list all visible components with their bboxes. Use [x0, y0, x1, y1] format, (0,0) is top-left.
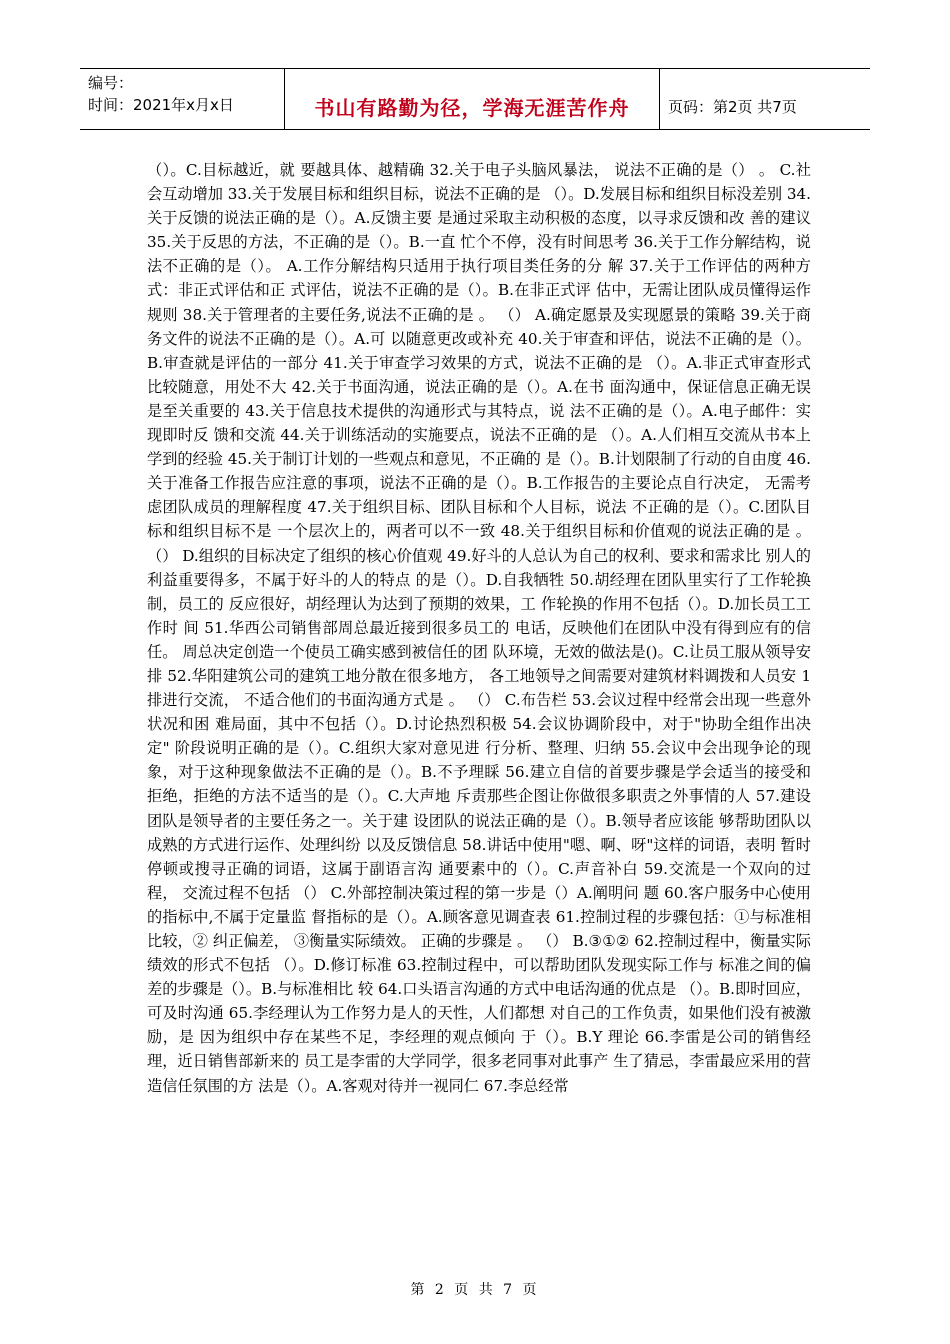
header-motto: 书山有路勤为径，学海无涯苦作舟: [285, 69, 660, 129]
page-footer: 第 2 页 共 7 页: [410, 1282, 540, 1298]
header-page-info: 页码：第2页 共7页: [668, 97, 797, 116]
header-meta: [80, 69, 285, 129]
document-number-label: 编号：: [88, 74, 134, 92]
body-paragraph: （）。C.目标越近，就 要越具体、越精确 32.关于电子头脑风暴法， 说法不正确的是（） 。 C.社会互动增加 33.关于发展目标和组织目标，说法不正确的是 （）。D.发展目标和组织目标没差别 34.关于反馈的说法正确的是（）。A.反馈主要 是通过采取主动积极的态度，以寻求反馈和改 善的建议 35.关于反思的方法，不正确的是（）。B.一直 忙个不停，没有时间思考 36.关于工作分解结构，说法不正确的是（）。 A.工作分解结构只适用于执行项目类任务的分 解 37.关于工作评估的两种方式：非正式评估和正 式评估，说法不正确的是（）。B.在非正式评 估中，无需让团队成员懂得运作规则 38.关于管理者的主要任务,说法不正确的是 。 （） A.确定愿景及实现愿景的策略 39.关于商务文件的说法不正确的是（）。A.可 以随意更改或补充 40.关于审查和评估，说法不正确的是（）。B.审查就是评估的一部分 41.关于审查学习效果的方式，说法不正确的是 （）。A.非正式审查形式比较随意，用处不大 42.关于书面沟通，说法正确的是（）。A.在书 面沟通中，保证信息正确无误是至关重要的 43.关于信息技术提供的沟通形式与其特点，说 法不正确的是（）。A.电子邮件：实现即时反 馈和交流 44.关于训练活动的实施要点，说法不正确的是 （）。A.人们相互交流从书本上学到的经验 45.关于制订计划的一些观点和意见，不正确的 是（）。B.计划限制了行动的自由度 46.关于准备工作报告应注意的事项，说法不正确的是（）。B.工作报告的主要论点自行决定， 无需考虑团队成员的理解程度 47.关于组织目标、团队目标和个人目标，说法 不正确的是（）。C.团队目标和组织目标不是 一个层次上的，两者可以不一致 48.关于组织目标和价值观的说法正确的是 。 （） D.组织的目标决定了组织的核心价值观 49.好斗的人总认为自己的权利、要求和需求比 别人的利益重要得多，不属于好斗的人的特点 的是（）。D.自我牺牲 50.胡经理在团队里实行了工作轮换制，员工的 反应很好，胡经理认为达到了预期的效果，工 作轮换的作用不包括（）。D.加长员工工作时 间 51.华西公司销售部周总最近接到很多员工的 电话，反映他们在团队中没有得到应有的信任。 周总决定创造一个使员工确实感到被信任的团 队环境，无效的做法是()。C.让员工服从领导安 排 52.华阳建筑公司的建筑工地分散在很多地方， 各工地领导之间需要对建筑材料调拨和人员安 1排进行交流， 不适合他们的书面沟通方式是 。 （） C.布告栏 53.会议过程中经常会出现一些意外状况和困 难局面，其中不包括（）。D.讨论热烈积极 54.会议协调阶段中，对于"协助全组作出决定" 阶段说明正确的是（）。C.组织大家对意见进 行分析、整理、归纳 55.会议中会出现争论的现象，对于这种现象做法不正确的是（）。B.不予理睬 56.建立自信的首要步骤是学会适当的接受和 拒绝，拒绝的方法不适当的是（）。C.大声地 斥责那些企图让你做很多职责之外事情的人 57.建设团队是领导者的主要任务之一。关于建 设团队的说法正确的是（）。B.领导者应该能 够帮助团队以成熟的方式进行运作、处理纠纷 以及反馈信息 58.讲话中使用"嗯、啊、呀"这样的词语，表明 暂时停顿或搜寻正确的词语，这属于副语言沟 通要素中的（）。C.声音补白 59.交流是一个双向的过程， 交流过程不包括 （） C.外部控制决策过程的第一步是（）A.阐明问 题 60.客户服务中心使用的指标中,不属于定量监 督指标的是（）。A.顾客意见调查表 61.控制过程的步骤包括：①与标准相比较，② 纠正偏差， ③衡量实际绩效。 正确的步骤是 。 （） B.③①② 62.控制过程中，衡量实际绩效的形式不包括 （）。D.修订标准 63.控制过程中，可以帮助团队发现实际工作与 标准之间的偏差的步骤是（）。B.与标准相比 较 64.口头语言沟通的方式中电话沟通的优点是 （）。B.即时回应，可及时沟通 65.李经理认为工作努力是人的天性，人们都想 对自己的工作负责，如果他们没有被激励，是 因为组织中存在某些不足，李经理的观点倾向 于（）。B.Y 理论 66.李雷是公司的销售经理，近日销售部新来的 员工是李雷的大学同学，很多老同事对此事产 生了猜忌，李雷最应采用的营造信任氛围的方 法是（）。A.客观对待并一视同仁 67.李总经常: [147, 161, 811, 1095]
page-header: [80, 68, 870, 130]
document-date: 时间：2021年x月x日: [88, 96, 234, 114]
